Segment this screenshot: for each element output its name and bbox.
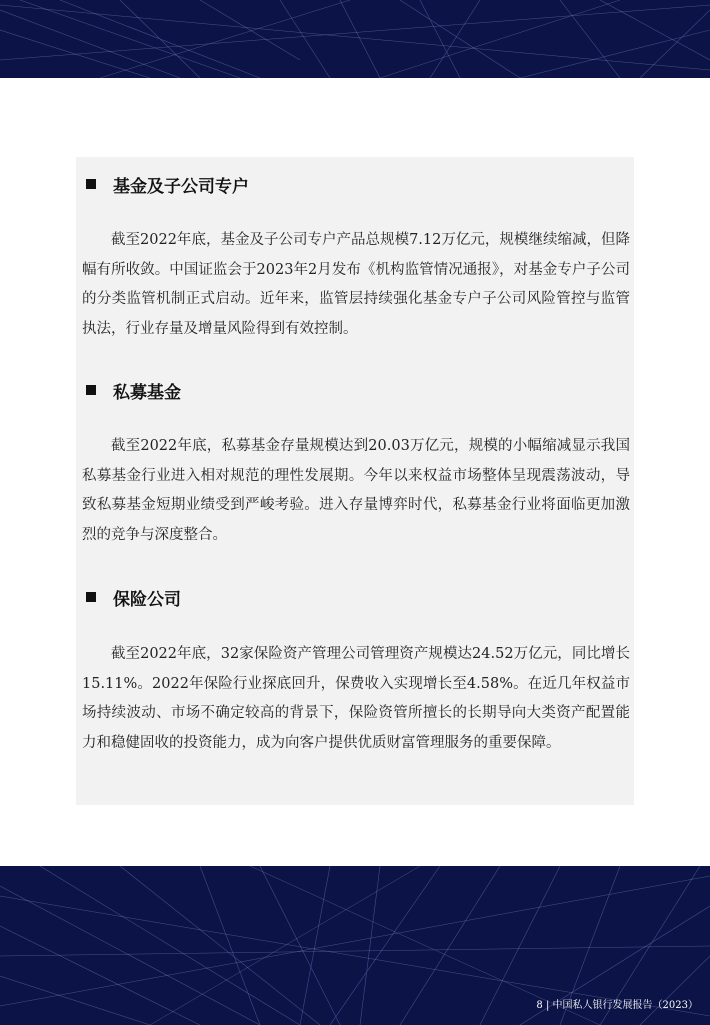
heading-text: 私募基金 xyxy=(113,382,181,403)
section-heading xyxy=(86,172,249,196)
heading-text: 基金及子公司专户 xyxy=(113,176,249,197)
report-title: 中国私人银行发展报告（2023） xyxy=(552,1000,698,1011)
section-paragraph: 截至2022年底，基金及子公司专户产品总规模7.12万亿元，规模继续缩减，但降幅有所收敛。中国证监会于2023年2月发布《机构监管情况通报》，对基金专户子公司的分类监管机制正式启动。近年来，监管层持续强化基金专户子公司风险管控与监管执法，行业存量及增量风险得到有效控制。 xyxy=(82,232,630,337)
top-decorative-banner xyxy=(0,0,710,78)
bottom-decorative-banner xyxy=(0,866,710,1025)
content-panel xyxy=(76,157,634,805)
section-paragraph: 截至2022年底，私募基金存量规模达到20.03万亿元，规模的小幅缩减显示我国私募基金行业进入相对规范的理性发展期。今年以来权益市场整体呈现震荡波动，导致私募基金短期业绩受到严峻考验。进入存量博弈时代，私募基金行业将面临更加激烈的竞争与深度整合。 xyxy=(82,438,630,543)
page-footer xyxy=(536,996,698,1011)
square-bullet-icon xyxy=(86,385,96,395)
heading-text: 保险公司 xyxy=(113,589,181,610)
footer-separator: | xyxy=(545,1000,550,1011)
top-line-pattern xyxy=(0,0,710,78)
square-bullet-icon xyxy=(86,179,96,189)
section-heading xyxy=(86,378,181,402)
square-bullet-icon xyxy=(86,592,96,602)
page-number: 8 xyxy=(536,1000,543,1011)
section-heading xyxy=(86,585,181,609)
section-paragraph: 截至2022年底，32家保险资产管理公司管理资产规模达24.52万亿元，同比增长15.11%。2022年保险行业探底回升，保费收入实现增长至4.58%。在近几年权益市场持续波动、市场不确定较高的背景下，保险资管所擅长的长期导向大类资产配置能力和稳健固收的投资能力，成为向客户提供优质财富管理服务的重要保障。 xyxy=(82,646,630,751)
